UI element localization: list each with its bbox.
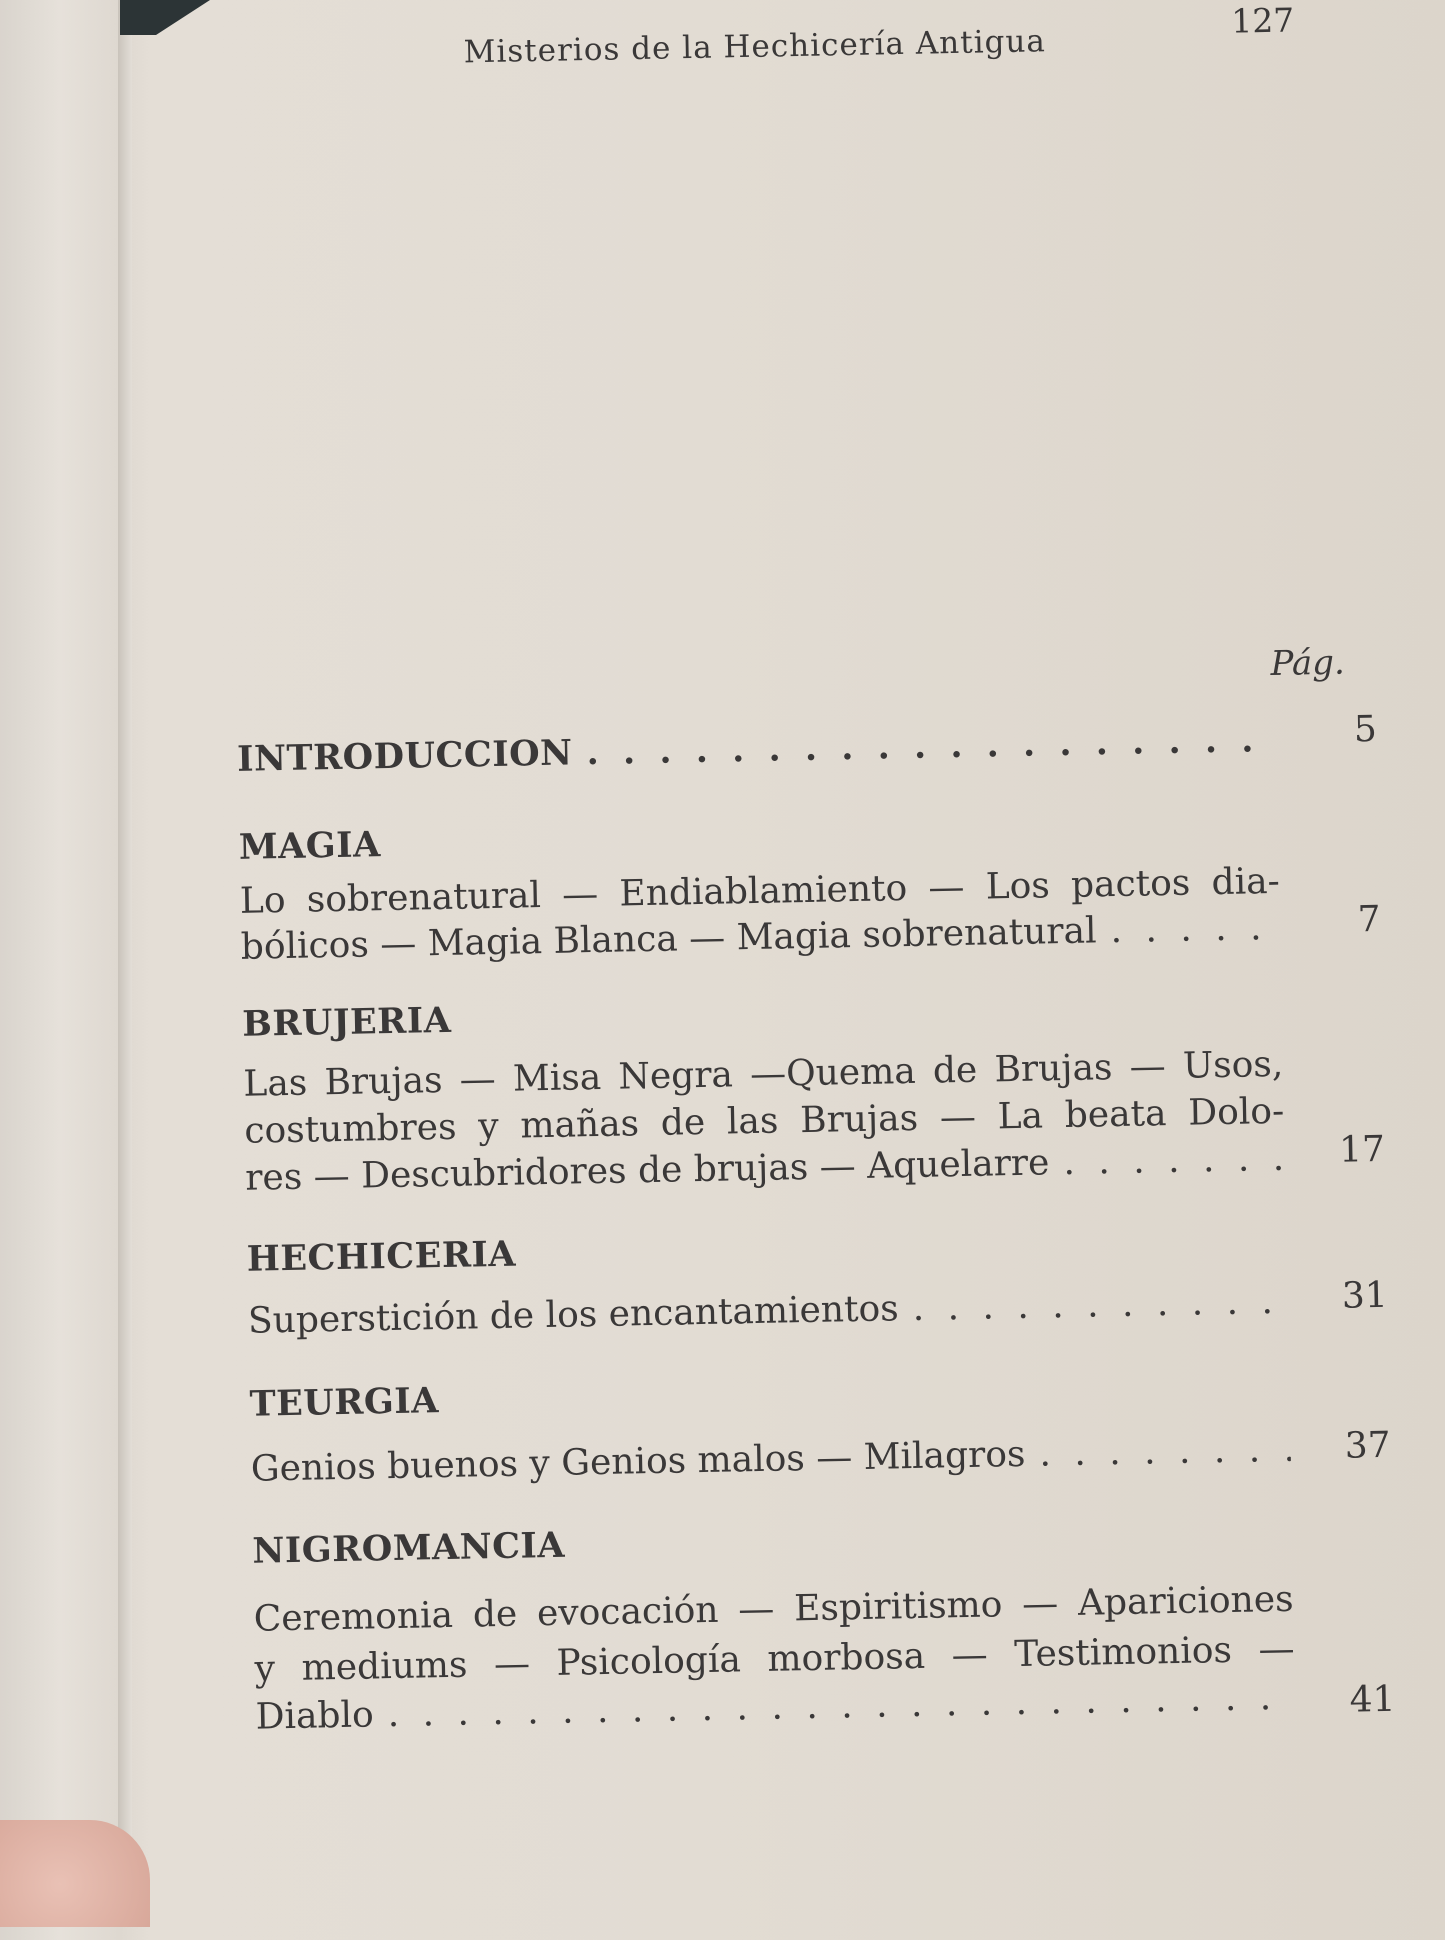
thumb xyxy=(0,1820,150,1927)
toc-line xyxy=(248,1281,1289,1342)
toc-heading-nigromancia: NIGROMANCIA xyxy=(252,1524,566,1572)
toc-line-text: Superstición de los encantamientos xyxy=(247,1288,900,1342)
leader-dots xyxy=(586,719,1267,773)
running-title: Misterios de la Hechicería Antigua xyxy=(463,23,1047,71)
toc-page: 31 xyxy=(1341,1274,1389,1317)
leader-dots xyxy=(387,1677,1296,1735)
toc-heading: INTRODUCCION xyxy=(236,732,573,780)
toc-page: 7 xyxy=(1357,898,1381,941)
toc-page: 41 xyxy=(1349,1678,1396,1721)
page-number: 127 xyxy=(1230,0,1295,41)
toc-line: y mediums — Psicología morbosa — Testimonios — xyxy=(254,1628,1295,1690)
toc-line xyxy=(250,1429,1291,1490)
toc-line: costumbres y mañas de las Brujas — La beata Dolo- xyxy=(243,1090,1285,1152)
toc-line-text: bólicos — Magia Blanca — Magia sobrenatural xyxy=(240,910,1097,968)
toc-page: 37 xyxy=(1344,1424,1391,1467)
pag-label: Pág. xyxy=(1270,642,1346,684)
leader-dots xyxy=(1110,907,1281,951)
toc-line-text: Diablo xyxy=(255,1694,375,1738)
leader-dots xyxy=(1063,1138,1286,1183)
toc-page: 17 xyxy=(1338,1128,1386,1171)
toc-heading-hechiceria: HECHICERIA xyxy=(246,1233,517,1280)
toc-line-text: res — Descubridores de brujas — Aquelarre xyxy=(244,1142,1050,1199)
toc-heading-brujeria: BRUJERIA xyxy=(241,999,452,1045)
toc-heading-teurgia: TEURGIA xyxy=(249,1380,440,1425)
toc-line-text: Genios buenos y Genios malos — Milagros xyxy=(250,1433,1026,1490)
leader-dots xyxy=(1039,1429,1291,1475)
toc-line: Ceremonia de evocación — Espiritismo — Apariciones xyxy=(253,1578,1294,1640)
toc-entry-introduccion xyxy=(237,719,1268,780)
leader-dots xyxy=(912,1281,1288,1329)
toc-page: 5 xyxy=(1353,708,1378,751)
toc-heading-magia: MAGIA xyxy=(238,824,382,868)
toc-line: Lo sobrenatural — Endiablamiento — Los pactos dia- xyxy=(239,860,1281,922)
toc-line: Las Brujas — Misa Negra —Quema de Brujas — Usos, xyxy=(243,1043,1284,1105)
